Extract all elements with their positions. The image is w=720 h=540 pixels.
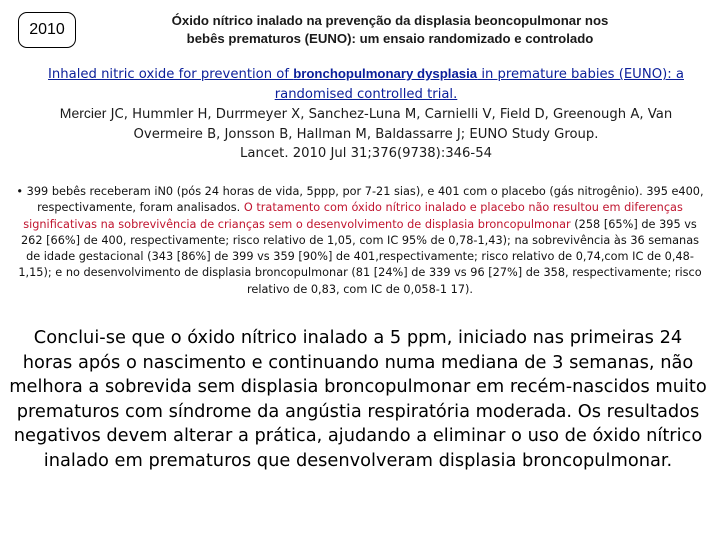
- lead-author-link[interactable]: Mercier: [59, 105, 107, 121]
- article-title-bpd: bronchopulmonary dysplasia: [293, 66, 478, 81]
- results-text-part-2: (258 [65%] de 395 vs 262 [66%] de 400, respectivamente; risco relativo de 1,05, com IC 95% de 0,78-1,43); na sobrevivência às 36 semanas de idade gestacional (343 [86%] de 399 vs 359 [90%] de 401,respectivamente; risco relativo de 0,74,com IC de 0,48-1,15); e no desenvolvimento de displasia broncopulmonar (81 [24%] de 339 vs 96 [27%] de 358, respectivamente; risco relativo de 0,83, com IC de 0,058-1 17).: [18, 217, 702, 296]
- year-badge-label: 2010: [29, 21, 65, 38]
- conclusion-paragraph: Conclui-se que o óxido nítrico inalado a 5 ppm, iniciado nas primeiras 24 horas após o nascimento e continuando numa mediana de 3 semanas, não melhora a sobrevida sem displasia broncopulmonar em recém-nascidos muito prematuros com síndrome da angústia respiratória moderada. Os resultados negativos devem alterar a prática, ajudando a eliminar o uso de óxido nítrico inalado em prematuros que desenvolveram displasia broncopulmonar.: [9, 327, 707, 471]
- results-summary: [14, 184, 706, 298]
- slide-title-line-2: bebês prematuros (EUNO): um ensaio randomizado e controlado: [186, 31, 594, 46]
- article-title-part-1: Inhaled nitric oxide for prevention of: [48, 67, 294, 82]
- citation-block: [40, 64, 692, 164]
- author-list: JC, Hummler H, Durrmeyer X, Sanchez-Luna M, Carnielli V, Field D, Greenough A, Van Overmeire B, Jonsson B, Hallman M, Baldassarre J; EUNO Study Group.: [106, 107, 673, 142]
- results-text-part-1: 399 bebês receberam iN0 (pós 24 horas de vida, 5ppp, por 7-21 sias), e 401 com o placebo (gás nitrogênio). 395 e400, respectivamente, foram analisados.: [23, 185, 704, 215]
- slide-title-line-1: Óxido nítrico inalado na prevenção da displasia beoncopulmonar nos: [171, 13, 609, 28]
- journal-reference: Lancet. 2010 Jul 31;376(9738):346-54: [240, 146, 492, 161]
- bullet-icon: •: [16, 185, 24, 198]
- year-badge: [18, 12, 76, 48]
- article-title-link[interactable]: [48, 67, 684, 102]
- slide-title: [100, 12, 680, 48]
- results-highlight: O tratamento com óxido nítrico inalado e placebo não resultou em diferenças significativas na sobrevivência de crianças sem o desenvolvimento de displasia broncopulmonar: [23, 201, 683, 231]
- article-title-part-2: in premature babies (EUNO): a randomised controlled trial.: [274, 67, 684, 102]
